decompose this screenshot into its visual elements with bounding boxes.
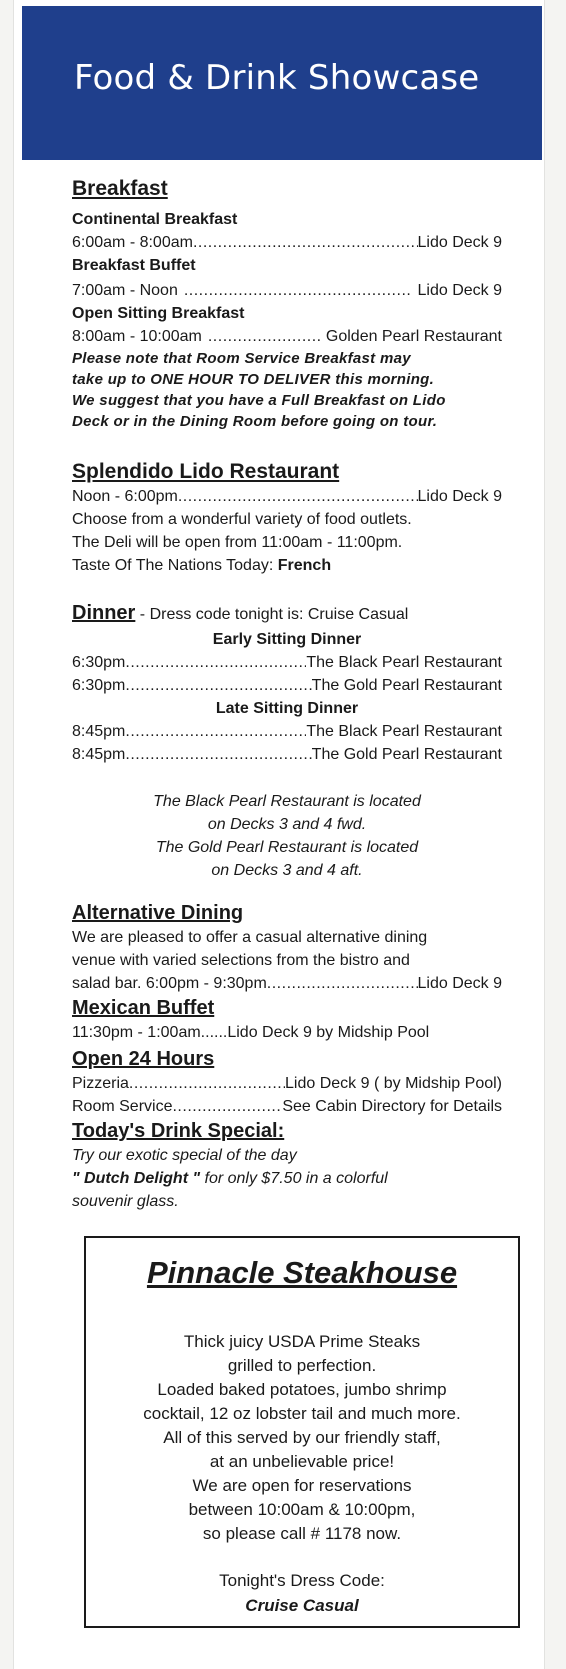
room-service-note <box>72 348 502 432</box>
dot-leader <box>125 674 311 697</box>
dot-leader <box>125 651 306 674</box>
early-sitting-row <box>72 674 502 697</box>
dinner-dress-code: - Dress code tonight is: Cruise Casual <box>135 606 409 623</box>
alternative-location: Lido Deck 9 <box>417 975 502 992</box>
dinner-title: Dinner <box>72 602 136 624</box>
dinner-heading <box>72 600 502 628</box>
steakhouse-line: between 10:00am & 10:00pm, <box>188 1500 416 1519</box>
open-24-hours-title: Open 24 Hours <box>72 1048 215 1070</box>
splendido-hours-line <box>72 485 502 508</box>
steakhouse-line: We are open for reservations <box>192 1476 412 1495</box>
page-title: Food & Drink Showcase <box>74 58 480 98</box>
late-sitting-time: 8:45pm <box>72 723 126 740</box>
steakhouse-line: grilled to perfection. <box>227 1356 377 1375</box>
steakhouse-description <box>86 1330 518 1546</box>
early-sitting-time: 6:30pm <box>72 677 126 694</box>
alternative-description-2: venue with varied selections from the bistro and <box>72 952 410 969</box>
splendido-location: Lido Deck 9 <box>417 488 502 505</box>
splendido-description-1: Choose from a wonderful variety of food outlets. <box>72 511 412 528</box>
alternative-hours-line <box>72 972 502 995</box>
dress-code-value: Cruise Casual <box>245 1596 359 1615</box>
steakhouse-line: so please call # 1178 now. <box>202 1524 402 1543</box>
dot-leader <box>184 279 412 302</box>
late-sitting-location: The Black Pearl Restaurant <box>306 723 502 740</box>
continental-breakfast-title: Continental Breakfast <box>72 211 238 228</box>
open-sitting-breakfast-line <box>72 325 502 348</box>
mexican-buffet-title: Mexican Buffet <box>72 997 215 1019</box>
dot-leader <box>193 231 418 254</box>
dot-leader <box>125 720 306 743</box>
drink-price: for only $7.50 in a colorful <box>200 1170 388 1187</box>
room-service-name: Room Service <box>72 1098 173 1115</box>
continental-breakfast-location: Lido Deck 9 <box>417 234 502 251</box>
splendido-time: Noon - 6:00pm <box>72 488 178 505</box>
dot-leader <box>178 485 418 508</box>
note-line: Please note that Room Service Breakfast may <box>72 350 411 367</box>
steakhouse-line: All of this served by our friendly staff, <box>163 1428 441 1447</box>
note-line: Deck or in the Dining Room before going on tour. <box>72 413 438 430</box>
dot-leader <box>129 1072 285 1095</box>
alternative-dining-section <box>72 900 502 995</box>
drink-special-line-3: souvenir glass. <box>72 1193 179 1210</box>
pizzeria-line <box>72 1072 502 1095</box>
note-line: take up to ONE HOUR TO DELIVER this morning. <box>72 371 435 388</box>
open-24-hours-section <box>72 1046 502 1118</box>
location-note-line: on Decks 3 and 4 fwd. <box>207 816 367 833</box>
steakhouse-ad-box <box>84 1236 520 1628</box>
dot-leader <box>208 325 322 348</box>
late-sitting-time: 8:45pm <box>72 746 126 763</box>
breakfast-buffet-time: 7:00am - Noon <box>72 282 178 299</box>
pizzeria-name: Pizzeria <box>72 1075 129 1092</box>
steakhouse-line: cocktail, 12 oz lobster tail and much more. <box>143 1404 461 1423</box>
splendido-title: Splendido Lido Restaurant <box>72 460 340 483</box>
drink-special-line-1: Try our exotic special of the day <box>72 1147 297 1164</box>
early-sitting-location: The Black Pearl Restaurant <box>306 654 502 671</box>
alternative-time: salad bar. 6:00pm - 9:30pm <box>72 975 267 992</box>
steakhouse-line: Loaded baked potatoes, jumbo shrimp <box>157 1380 447 1399</box>
late-sitting-row <box>72 720 502 743</box>
steakhouse-line: Thick juicy USDA Prime Steaks <box>183 1332 421 1351</box>
dot-leader: ...... <box>200 1024 228 1041</box>
breakfast-section <box>72 176 502 432</box>
dinner-section <box>72 600 502 882</box>
drink-name: " Dutch Delight " <box>72 1170 201 1187</box>
note-line: We suggest that you have a Full Breakfast on Lido <box>72 392 446 409</box>
splendido-section <box>72 459 502 577</box>
open-sitting-breakfast-location: Golden Pearl Restaurant <box>325 328 502 345</box>
dot-leader <box>267 972 418 995</box>
dot-leader <box>172 1095 282 1118</box>
breakfast-buffet-line <box>72 279 502 302</box>
dot-leader <box>125 743 311 766</box>
location-note-line: The Gold Pearl Restaurant is located <box>155 839 419 856</box>
mexican-buffet-line <box>72 1021 502 1044</box>
early-sitting-location: The Gold Pearl Restaurant <box>311 677 502 694</box>
room-service-location: See Cabin Directory for Details <box>282 1098 502 1115</box>
breakfast-title: Breakfast <box>72 177 168 200</box>
header-banner <box>22 6 542 160</box>
drink-special-section <box>72 1118 502 1213</box>
early-sitting-title: Early Sitting Dinner <box>212 631 362 648</box>
early-sitting-time: 6:30pm <box>72 654 126 671</box>
dress-code-label: Tonight's Dress Code: <box>219 1571 385 1590</box>
pizzeria-location: Lido Deck 9 ( by Midship Pool) <box>285 1075 502 1092</box>
mexican-buffet-section <box>72 995 502 1044</box>
late-sitting-title: Late Sitting Dinner <box>215 700 359 717</box>
room-service-line <box>72 1095 502 1118</box>
breakfast-buffet-title: Breakfast Buffet <box>72 257 196 274</box>
mexican-buffet-time: 11:30pm - 1:00am <box>72 1024 201 1041</box>
continental-breakfast-line <box>72 231 502 254</box>
alternative-description-1: We are pleased to offer a casual alternative dining <box>72 929 428 946</box>
taste-of-nations-label: Taste Of The Nations Today: <box>72 557 278 574</box>
breakfast-buffet-location: Lido Deck 9 <box>417 282 502 299</box>
drink-special-line-2 <box>72 1167 502 1190</box>
taste-of-nations-value: French <box>277 557 332 574</box>
drink-special-title: Today's Drink Special: <box>72 1120 285 1142</box>
taste-of-nations <box>72 554 502 577</box>
open-sitting-breakfast-title: Open Sitting Breakfast <box>72 305 245 322</box>
late-sitting-location: The Gold Pearl Restaurant <box>311 746 502 763</box>
steakhouse-title: Pinnacle Steakhouse <box>146 1255 458 1290</box>
steakhouse-line: at an unbelievable price! <box>209 1452 395 1471</box>
mexican-buffet-location: Lido Deck 9 by Midship Pool <box>227 1024 430 1041</box>
late-sitting-row <box>72 743 502 766</box>
location-note-line: The Black Pearl Restaurant is located <box>153 793 421 810</box>
alternative-dining-title: Alternative Dining <box>72 902 244 924</box>
continental-breakfast-time: 6:00am - 8:00am <box>72 234 193 251</box>
location-note-line: on Decks 3 and 4 aft. <box>211 862 363 879</box>
restaurant-location-note <box>72 790 502 882</box>
early-sitting-row <box>72 651 502 674</box>
splendido-description-2: The Deli will be open from 11:00am - 11:00pm. <box>72 534 403 551</box>
steakhouse-dress-code <box>86 1568 518 1618</box>
open-sitting-breakfast-time: 8:00am - 10:00am <box>72 328 202 345</box>
